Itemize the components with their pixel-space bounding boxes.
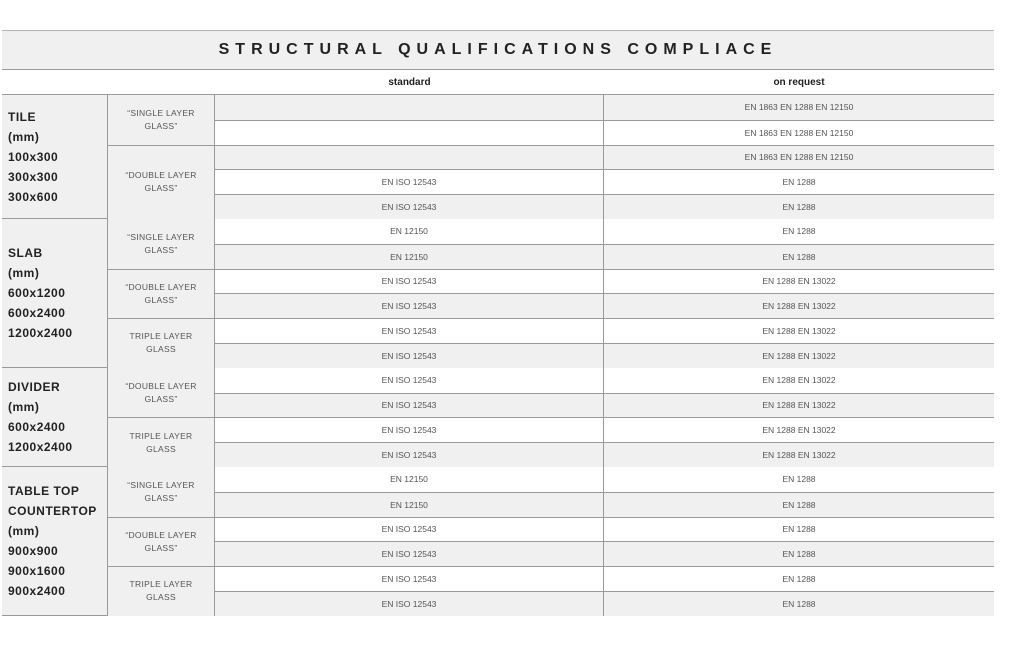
- product-cell: [2, 95, 108, 218]
- table-row: [215, 120, 994, 145]
- on-request-value: EN 1288: [782, 251, 816, 262]
- product-label-line: COUNTERTOP: [8, 503, 97, 518]
- product-group: [2, 219, 994, 368]
- glass-layer-cell: “SINGLE LAYER GLASS”: [108, 95, 215, 145]
- product-label-line: TILE: [8, 109, 36, 124]
- standard-value: [215, 95, 604, 120]
- standard-value: EN ISO 12543: [215, 592, 604, 616]
- standard-value: [215, 121, 604, 145]
- on-request-value: EN 1288: [782, 598, 816, 609]
- compliance-table: [2, 30, 994, 617]
- on-request-value: EN 1863 EN 1288 EN 12150: [744, 102, 854, 113]
- title-bar: [2, 30, 994, 70]
- product-label-line: 300x600: [8, 189, 59, 204]
- standard-value: EN 12150: [215, 467, 604, 492]
- standard-value: EN 12150: [215, 493, 604, 517]
- standard-value: EN ISO 12543: [215, 394, 604, 418]
- on-request-value: EN 1288: [782, 177, 816, 188]
- product-label-line: SLAB: [8, 245, 43, 260]
- on-request-value: EN 1863 EN 1288 EN 12150: [744, 127, 854, 138]
- table-row: [215, 194, 994, 219]
- table-row: [215, 219, 994, 244]
- table-row: [215, 492, 994, 517]
- standard-value: EN ISO 12543: [215, 567, 604, 591]
- table-row: [215, 368, 994, 393]
- standard-value: EN ISO 12543: [215, 418, 604, 442]
- product-label-line: 600x1200: [8, 285, 66, 300]
- glass-layer-cell: “DOUBLE LAYER GLASS”: [108, 269, 215, 319]
- standard-value: EN ISO 12543: [215, 344, 604, 368]
- standard-value: EN 12150: [215, 245, 604, 269]
- on-request-value: EN 1288 EN 13022: [762, 276, 836, 287]
- table-row: [215, 318, 994, 343]
- product-label-line: 900x900: [8, 543, 59, 558]
- table-row: [215, 467, 994, 492]
- table-row: [215, 517, 994, 542]
- table-row: [215, 393, 994, 418]
- on-request-value: EN 1288 EN 13022: [762, 350, 836, 361]
- page-title: STRUCTURAL QUALIFICATIONS COMPLIACE: [218, 41, 778, 58]
- product-label-line: DIVIDER: [8, 379, 61, 394]
- standard-value: EN ISO 12543: [215, 368, 604, 393]
- glass-layer-cell: “DOUBLE LAYER GLASS”: [108, 368, 215, 418]
- on-request-value: EN 1288: [782, 474, 816, 485]
- product-cell: [2, 219, 108, 367]
- product-label-line: 900x1600: [8, 563, 66, 578]
- product-label-line: 900x2400: [8, 583, 66, 598]
- product-cell: [2, 467, 108, 615]
- product-group: [2, 95, 994, 219]
- on-request-value: EN 1288: [782, 499, 816, 510]
- standard-value: EN ISO 12543: [215, 319, 604, 343]
- glass-layer-cell: TRIPLE LAYER GLASS: [108, 318, 215, 368]
- product-label-line: 300x300: [8, 169, 59, 184]
- on-request-value: EN 1288: [782, 524, 816, 535]
- product-label-line: 100x300: [8, 149, 59, 164]
- product-label-line: (mm): [8, 129, 40, 144]
- on-request-value: EN 1863 EN 1288 EN 12150: [744, 152, 854, 163]
- standard-value: [215, 146, 604, 170]
- glass-layer-cell: “SINGLE LAYER GLASS”: [108, 219, 215, 269]
- on-request-value: EN 1288: [782, 202, 816, 213]
- product-label-line: TABLE TOP: [8, 483, 80, 498]
- standard-value: EN ISO 12543: [215, 443, 604, 467]
- glass-layer-cell: TRIPLE LAYER GLASS: [108, 417, 215, 467]
- table-row: [215, 244, 994, 269]
- table-row: [215, 343, 994, 368]
- product-label-line: 1200x2400: [8, 325, 73, 340]
- product-label-line: (mm): [8, 399, 40, 414]
- standard-value: EN ISO 12543: [215, 270, 604, 294]
- product-label-line: 600x2400: [8, 419, 66, 434]
- standard-value: EN ISO 12543: [215, 195, 604, 219]
- standard-value: EN ISO 12543: [215, 542, 604, 566]
- on-request-value: EN 1288 EN 13022: [762, 425, 836, 436]
- product-label-line: (mm): [8, 265, 40, 280]
- product-cell: [2, 368, 108, 466]
- on-request-value: EN 1288: [782, 549, 816, 560]
- table-row: [215, 95, 994, 120]
- on-request-value: EN 1288 EN 13022: [762, 326, 836, 337]
- glass-layer-cell: “DOUBLE LAYER GLASS”: [108, 145, 215, 219]
- on-request-value: EN 1288: [782, 226, 816, 237]
- product-label-line: 600x2400: [8, 305, 66, 320]
- product-group: [2, 467, 994, 616]
- table-row: [215, 293, 994, 318]
- standard-value: EN ISO 12543: [215, 518, 604, 542]
- table-row: [215, 145, 994, 170]
- table-row: [215, 566, 994, 591]
- table-row: [215, 169, 994, 194]
- table-row: [215, 591, 994, 616]
- on-request-value: EN 1288 EN 13022: [762, 375, 836, 386]
- product-group: [2, 368, 994, 467]
- on-request-value: EN 1288: [782, 574, 816, 585]
- standard-value: EN 12150: [215, 219, 604, 244]
- on-request-value: EN 1288 EN 13022: [762, 450, 836, 461]
- table-row: [215, 541, 994, 566]
- product-label-line: (mm): [8, 523, 40, 538]
- column-header-standard: standard: [388, 77, 431, 88]
- product-label-line: 1200x2400: [8, 439, 73, 454]
- table-row: [215, 269, 994, 294]
- table-row: [215, 417, 994, 442]
- standard-value: EN ISO 12543: [215, 170, 604, 194]
- column-header-on-request: on request: [773, 77, 825, 88]
- glass-layer-cell: TRIPLE LAYER GLASS: [108, 566, 215, 616]
- glass-layer-cell: “SINGLE LAYER GLASS”: [108, 467, 215, 517]
- standard-value: EN ISO 12543: [215, 294, 604, 318]
- table-row: [215, 442, 994, 467]
- on-request-value: EN 1288 EN 13022: [762, 400, 836, 411]
- on-request-value: EN 1288 EN 13022: [762, 301, 836, 312]
- glass-layer-cell: “DOUBLE LAYER GLASS”: [108, 517, 215, 567]
